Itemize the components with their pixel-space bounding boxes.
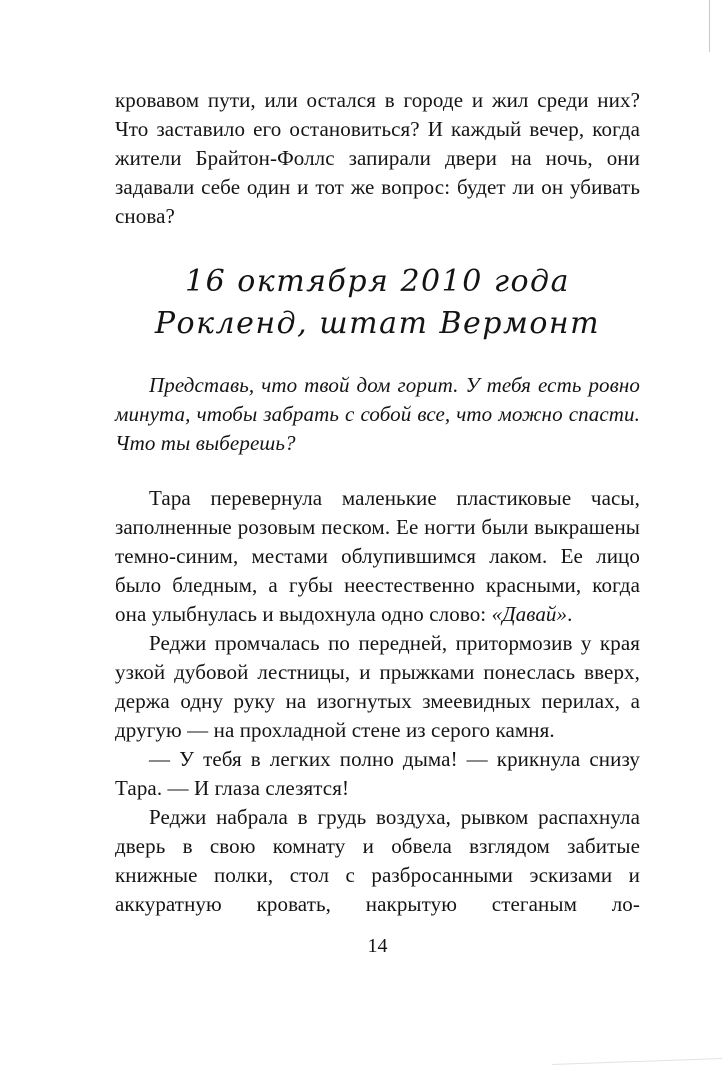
section-heading xyxy=(115,261,640,345)
page-edge-artifact-top xyxy=(709,0,710,52)
page-number: 14 xyxy=(367,935,388,957)
date-heading: 16 октября 2010 года xyxy=(185,264,570,299)
paragraph-dialogue: — У тебя в легких полно дыма! — крикнула снизу Тара. — И глаза слезятся! xyxy=(115,747,640,800)
paragraph-body-2: Реджи промчалась по передней, притормозив у края узкой дубовой лестницы, и прыжками понеслась вверх, держа одну руку на изогнутых змеевидных перилах, а другую — на прохладной стене из серого камня. xyxy=(115,631,640,742)
paragraph-body-3: Реджи набрала в грудь воздуха, рывком распахнула дверь в свою комнату и обвела взглядом забитые книжные полки, стол с разбросанными эскизами и аккуратную кровать, накрытую стеганым ло- xyxy=(115,805,640,916)
paragraph-body-1-italic-word: «Давай» xyxy=(491,602,568,626)
paragraph-body-1 xyxy=(115,484,640,629)
paragraph-body-1-period: . xyxy=(567,602,573,626)
page-edge-artifact-bottom xyxy=(552,1058,722,1065)
page-text-block xyxy=(115,86,640,958)
paragraph-intro: кровавом пути, или остался в городе и жил среди них? Что заставило его остановиться? И каждый вечер, когда жители Брайтон-Фоллс запирали двери на ночь, они задавали себе один и тот же вопрос: будет ли он убивать снова? xyxy=(115,88,640,228)
location-heading: Рокленд, штат Вермонт xyxy=(154,306,601,341)
epigraph-paragraph: Представь, что твой дом горит. У тебя есть ровно минута, чтобы забрать с собой все, что можно спасти. Что ты выберешь? xyxy=(115,373,640,455)
paragraph-body-1-text: Тара перевернула маленькие пластиковые часы, заполненные розовым песком. Ее ногти были выкрашены темно-синим, местами облупившимся лаком. Ее лицо было бледным, а губы неестественно красными, когда она улыбнулась и выдохнула одно слово: xyxy=(115,486,640,626)
